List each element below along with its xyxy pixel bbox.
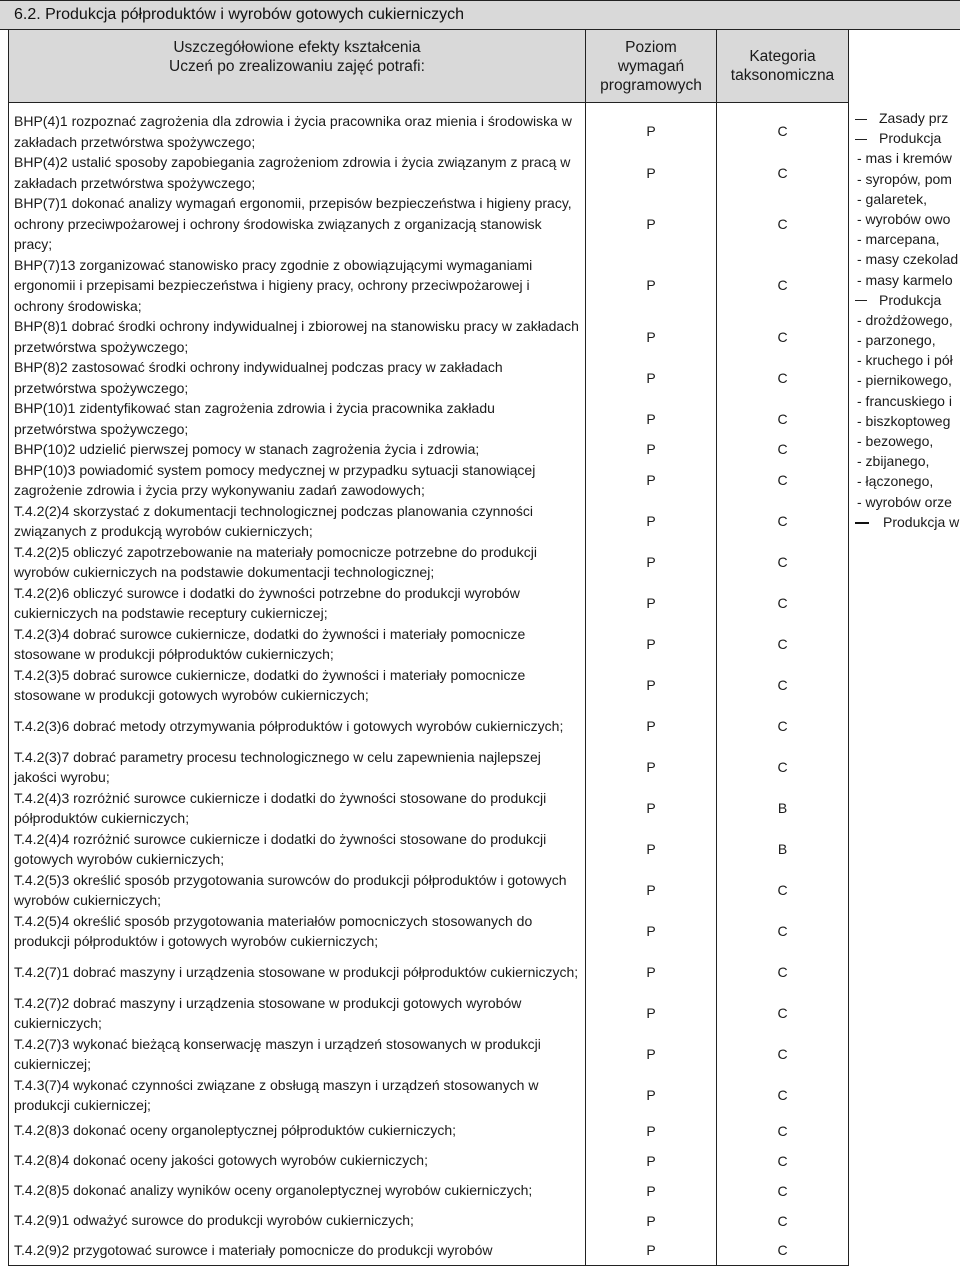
requirement-level: P — [586, 1236, 717, 1266]
table-row — [9, 1116, 849, 1146]
side-list-text: - masy karmelo — [857, 271, 953, 288]
table-row — [9, 357, 849, 398]
requirement-level: P — [586, 665, 717, 706]
side-list-text: Produkcja — [879, 291, 942, 308]
table-row — [9, 788, 849, 829]
side-list-item — [848, 391, 960, 411]
effect-text: T.4.2(3)6 dobrać metody otrzymywania półproduktów i gotowych wyrobów cukierniczych; — [9, 706, 586, 747]
side-list-item — [848, 512, 960, 532]
taxonomy-category: C — [717, 501, 849, 542]
effect-text: T.4.2(4)4 rozróżnić surowce cukiernicze i dodatki do żywności stosowane do produkcji gotowych wyrobów cukierniczych; — [9, 829, 586, 870]
requirement-level: P — [586, 316, 717, 357]
taxonomy-category: C — [717, 1236, 849, 1266]
dash-marker-icon — [855, 522, 869, 524]
header-level-line2: wymagań — [617, 57, 685, 75]
requirement-level: P — [586, 1034, 717, 1075]
header-effects-line1: Uszczegółowione efekty kształcenia — [173, 38, 421, 56]
taxonomy-category: C — [717, 706, 849, 747]
side-list-text: - parzonego, — [857, 332, 936, 349]
requirement-level: P — [586, 1206, 717, 1236]
header-level-line3: programowych — [600, 76, 702, 94]
effect-text: T.4.2(5)3 określić sposób przygotowania surowców do produkcji półproduktów i gotowych wyrobów cukierniczych; — [9, 870, 586, 911]
table-row — [9, 1206, 849, 1236]
requirement-level: P — [586, 439, 717, 460]
table-row — [9, 829, 849, 870]
side-list-item — [848, 471, 960, 491]
side-list-text: - masy czekolad — [857, 251, 959, 268]
taxonomy-category: C — [717, 152, 849, 193]
side-list-item — [848, 330, 960, 350]
requirement-level: P — [586, 1116, 717, 1146]
effect-text: T.4.2(7)1 dobrać maszyny i urządzenia stosowane w produkcji półproduktów cukierniczych; — [9, 952, 586, 993]
requirement-level: P — [586, 1075, 717, 1116]
side-list-text: - marcepana, — [857, 231, 940, 248]
table-row — [9, 316, 849, 357]
side-list-item — [848, 249, 960, 269]
taxonomy-category: C — [717, 398, 849, 439]
side-list-text: - drożdżowego, — [857, 311, 953, 328]
table-row — [9, 542, 849, 583]
requirement-level: P — [586, 993, 717, 1034]
side-list-text: - galaretek, — [857, 190, 928, 207]
side-list-text: - mas i kremów — [857, 150, 952, 167]
side-list-item — [848, 148, 960, 168]
taxonomy-category: C — [717, 103, 849, 153]
side-list-text: - francuskiego i — [857, 392, 952, 409]
table-row — [9, 706, 849, 747]
requirement-level: P — [586, 193, 717, 255]
effect-text: BHP(10)1 zidentyfikować stan zagrożenia zdrowia i życia pracownika zakładu przetwórstwa spożywczego; — [9, 398, 586, 439]
learning-outcomes-table — [8, 29, 849, 1266]
taxonomy-category: C — [717, 1034, 849, 1075]
header-level-line1: Poziom — [625, 38, 677, 56]
requirement-level: P — [586, 788, 717, 829]
side-list-text: - wyrobów owo — [857, 210, 951, 227]
table-row — [9, 911, 849, 952]
requirement-level: P — [586, 103, 717, 153]
dash-marker-icon — [855, 300, 867, 301]
requirement-level: P — [586, 1176, 717, 1206]
table-row — [9, 193, 849, 255]
effect-text: BHP(8)1 dobrać środki ochrony indywidualnej i zbiorowej na stanowisku pracy w zakładach przetwórstwa spożywczego; — [9, 316, 586, 357]
table-row — [9, 103, 849, 153]
effect-text: T.4.2(3)7 dobrać parametry procesu technologicznego w celu zapewnienia najlepszej jakości wyrobu; — [9, 747, 586, 788]
taxonomy-category: B — [717, 788, 849, 829]
requirement-level: P — [586, 870, 717, 911]
effect-text: T.4.2(2)5 obliczyć zapotrzebowanie na materiały pomocnicze potrzebne do produkcji wyrobów cukierniczych na podstawie dokumentacji technologicznej; — [9, 542, 586, 583]
side-list-item — [848, 350, 960, 370]
side-list-item — [848, 229, 960, 249]
table-row — [9, 501, 849, 542]
table-row — [9, 1034, 849, 1075]
side-list-text: - kruchego i pół — [857, 352, 953, 369]
table-row — [9, 439, 849, 460]
side-list-item — [848, 492, 960, 512]
taxonomy-category: C — [717, 316, 849, 357]
table-row — [9, 1176, 849, 1206]
effect-text: BHP(10)2 udzielić pierwszej pomocy w stanach zagrożenia życia i zdrowia; — [9, 439, 586, 460]
side-list-text: Zasady prz — [879, 110, 949, 126]
taxonomy-category: C — [717, 624, 849, 665]
taxonomy-category: C — [717, 460, 849, 501]
effect-text: BHP(7)1 dokonać analizy wymagań ergonomii, przepisów bezpieczeństwa i higieny pracy, ochrony przeciwpożarowej i ochrony środowiska związanych z organizacją stanowisk pracy; — [9, 193, 586, 255]
requirement-level: P — [586, 1146, 717, 1176]
table-row — [9, 1075, 849, 1116]
table-row — [9, 870, 849, 911]
requirement-level: P — [586, 911, 717, 952]
table-row — [9, 1236, 849, 1266]
taxonomy-category: C — [717, 993, 849, 1034]
taxonomy-category: C — [717, 439, 849, 460]
table-row — [9, 398, 849, 439]
requirement-level: P — [586, 501, 717, 542]
effect-text: BHP(4)1 rozpoznać zagrożenia dla zdrowia i życia pracownika oraz mienia i środowiska w zakładach przetwórstwa spożywczego; — [9, 103, 586, 153]
requirement-level: P — [586, 624, 717, 665]
side-list-text: - wyrobów orze — [857, 493, 952, 510]
dash-marker-icon — [855, 119, 867, 120]
requirement-level: P — [586, 255, 717, 317]
taxonomy-category: C — [717, 1146, 849, 1176]
side-list-text: - biszkoptoweg — [857, 412, 951, 429]
requirement-level: P — [586, 829, 717, 870]
effect-text: T.4.2(8)5 dokonać analizy wyników oceny organoleptycznej wyrobów cukierniczych; — [9, 1176, 586, 1206]
effect-text: T.4.2(3)4 dobrać surowce cukiernicze, dodatki do żywności i materiały pomocnicze stosowane w produkcji półproduktów cukierniczych; — [9, 624, 586, 665]
taxonomy-category: B — [717, 829, 849, 870]
effect-text: BHP(10)3 powiadomić system pomocy medycznej w przypadku sytuacji stanowiącej zagrożenie zdrowia i życia przy wykonywaniu zadań zawodowych; — [9, 460, 586, 501]
side-list-text: - zbijanego, — [857, 453, 930, 470]
effect-text: T.4.2(9)1 odważyć surowce do produkcji wyrobów cukierniczych; — [9, 1206, 586, 1236]
requirement-level: P — [586, 357, 717, 398]
table-row — [9, 460, 849, 501]
section-title-bar — [0, 0, 960, 30]
table-header-row — [9, 30, 849, 103]
side-list-item — [848, 128, 960, 148]
table-row — [9, 624, 849, 665]
effect-text: BHP(7)13 zorganizować stanowisko pracy zgodnie z obowiązującymi wymaganiami ergonomii i przepisami bezpieczeństwa i higieny pracy, ochrony przeciwpożarowej i ochrony środowiska; — [9, 255, 586, 317]
effect-text: T.4.2(3)5 dobrać surowce cukiernicze, dodatki do żywności i materiały pomocnicze stosowane w produkcji gotowych wyrobów cukierniczych; — [9, 665, 586, 706]
effect-text: T.4.3(7)4 wykonać czynności związane z obsługą maszyn i urządzeń stosowanych w produkcji cukierniczej; — [9, 1075, 586, 1116]
taxonomy-category: C — [717, 870, 849, 911]
requirement-level: P — [586, 460, 717, 501]
taxonomy-category: C — [717, 357, 849, 398]
side-list-item — [848, 209, 960, 229]
side-list-item — [848, 431, 960, 451]
effect-text: T.4.2(2)6 obliczyć surowce i dodatki do żywności potrzebne do produkcji wyrobów cukierniczych na podstawie receptury cukierniczej; — [9, 583, 586, 624]
side-list-text: - syropów, pom — [857, 170, 952, 187]
taxonomy-category: C — [717, 952, 849, 993]
side-list-text: Produkcja — [879, 130, 942, 147]
side-column-content — [848, 108, 960, 532]
taxonomy-category: C — [717, 1176, 849, 1206]
taxonomy-category: C — [717, 1206, 849, 1236]
table-row — [9, 255, 849, 317]
effect-text: T.4.2(2)4 skorzystać z dokumentacji technologicznej podczas planowania czynności związanych z produkcją wyrobów cukierniczych; — [9, 501, 586, 542]
effect-text: BHP(8)2 zastosować środki ochrony indywidualnej podczas pracy w zakładach przetwórstwa spożywczego; — [9, 357, 586, 398]
effect-text: T.4.2(4)3 rozróżnić surowce cukiernicze i dodatki do żywności stosowane do produkcji półproduktów cukierniczych; — [9, 788, 586, 829]
taxonomy-category: C — [717, 255, 849, 317]
side-list-text: - łączonego, — [857, 473, 934, 490]
effect-text: T.4.2(5)4 określić sposób przygotowania materiałów pomocniczych stosowanych do produkcji półproduktów i gotowych wyrobów cukierniczych; — [9, 911, 586, 952]
effect-text: T.4.2(8)4 dokonać oceny jakości gotowych wyrobów cukierniczych; — [9, 1146, 586, 1176]
side-list-text: - piernikowego, — [857, 372, 952, 389]
side-list-item — [848, 189, 960, 209]
header-category-line1: Kategoria — [749, 48, 816, 65]
effect-text: T.4.2(7)3 wykonać bieżącą konserwację maszyn i urządzeń stosowanych w produkcji cukierniczej; — [9, 1034, 586, 1075]
taxonomy-category: C — [717, 583, 849, 624]
table-row — [9, 952, 849, 993]
requirement-level: P — [586, 747, 717, 788]
dash-marker-icon — [855, 139, 867, 140]
header-effects-line2: Uczeń po zrealizowaniu zajęć potrafi: — [169, 57, 425, 75]
side-list-item — [848, 451, 960, 471]
table-row — [9, 1146, 849, 1176]
taxonomy-category: C — [717, 665, 849, 706]
side-list-item — [848, 290, 960, 310]
requirement-level: P — [586, 542, 717, 583]
table-row — [9, 152, 849, 193]
header-category — [717, 30, 849, 103]
table-row — [9, 665, 849, 706]
side-list-text: - bezowego, — [857, 433, 934, 449]
effect-text: BHP(4)2 ustalić sposoby zapobiegania zagrożeniom zdrowia i życia związanym z pracą w zakładach przetwórstwa spożywczego; — [9, 152, 586, 193]
requirement-level: P — [586, 583, 717, 624]
taxonomy-category: C — [717, 193, 849, 255]
effect-text: T.4.2(8)3 dokonać oceny organoleptycznej półproduktów cukierniczych; — [9, 1116, 586, 1146]
header-level — [586, 30, 717, 103]
taxonomy-category: C — [717, 542, 849, 583]
table-row — [9, 993, 849, 1034]
taxonomy-category: C — [717, 747, 849, 788]
taxonomy-category: C — [717, 911, 849, 952]
table-row — [9, 583, 849, 624]
side-list-item — [848, 411, 960, 431]
requirement-level: P — [586, 706, 717, 747]
table-row — [9, 747, 849, 788]
section-title: 6.2. Produkcja półproduktów i wyrobów gotowych cukierniczych — [14, 6, 464, 23]
taxonomy-category: C — [717, 1116, 849, 1146]
side-list-item — [848, 310, 960, 330]
header-effects — [9, 30, 586, 103]
side-list-item — [848, 108, 960, 128]
side-list-item — [848, 370, 960, 390]
taxonomy-category: C — [717, 1075, 849, 1116]
effect-text: T.4.2(7)2 dobrać maszyny i urządzenia stosowane w produkcji gotowych wyrobów cukierniczych; — [9, 993, 586, 1034]
side-list-item — [848, 270, 960, 290]
table-body — [9, 103, 849, 1266]
effect-text: T.4.2(9)2 przygotować surowce i materiały pomocnicze do produkcji wyrobów — [9, 1236, 586, 1266]
requirement-level: P — [586, 952, 717, 993]
header-category-line2: taksonomiczna — [730, 67, 835, 84]
side-list-text: Produkcja w — [883, 513, 960, 530]
requirement-level: P — [586, 152, 717, 193]
requirement-level: P — [586, 398, 717, 439]
side-list-item — [848, 169, 960, 189]
